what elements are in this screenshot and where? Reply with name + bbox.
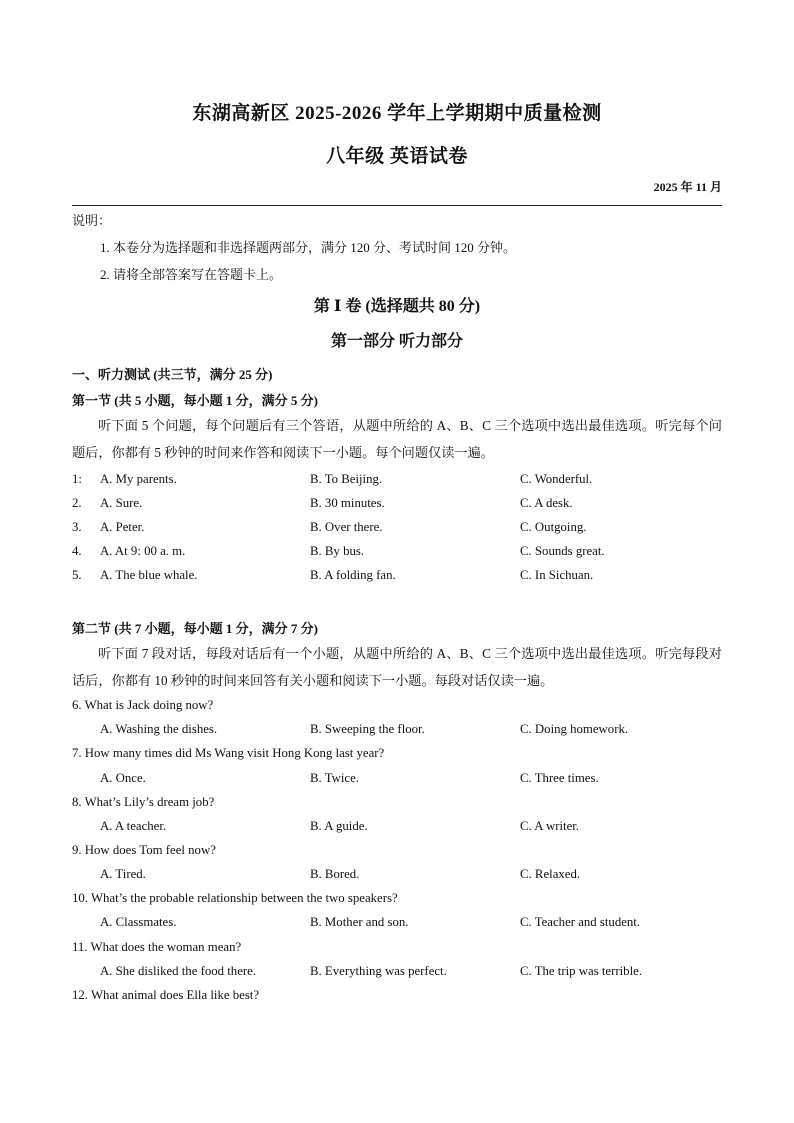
option-a: A. Peter. bbox=[100, 520, 145, 534]
question-text: 6. What is Jack doing now? bbox=[72, 698, 214, 712]
question-options bbox=[72, 964, 722, 984]
option-c: C. Teacher and student. bbox=[520, 915, 641, 929]
option-c: C. In Sichuan. bbox=[520, 568, 594, 582]
option-c: C. Relaxed. bbox=[520, 867, 581, 881]
question-text: 10. What’s the probable relationship between the two speakers? bbox=[72, 891, 398, 905]
option-a: A. Sure. bbox=[100, 496, 143, 510]
section1-instructions: 听下面 5 个问题，每个问题后有三个答语，从题中所给的 A、B、C 三个选项中选出最佳选项。听完每个问题后，你都有 5 秒钟的时间来作答和阅读下一小题。每个问题仅读一遍。 bbox=[72, 418, 722, 460]
option-a: A. Tired. bbox=[100, 867, 146, 881]
part-title: 第一部分 听力部分 bbox=[330, 333, 463, 350]
option-b: B. Mother and son. bbox=[310, 915, 409, 929]
note-item-1: 1. 本卷分为选择题和非选择题两部分，满分 120 分、考试时间 120 分钟。 bbox=[100, 240, 517, 255]
section2-instructions: 听下面 7 段对话，每段对话后有一个小题，从题中所给的 A、B、C 三个选项中选出最佳选项。听完每段对话后，你都有 10 秒钟的时间来回答有关小题和阅读下一小题。每段对话仅读一遍。 bbox=[72, 646, 722, 688]
option-b: B. Twice. bbox=[310, 771, 359, 785]
section2-heading: 第二节 (共 7 小题，每小题 1 分，满分 7 分) bbox=[72, 621, 318, 636]
option-b: B. Everything was perfect. bbox=[310, 964, 447, 978]
header-divider bbox=[72, 205, 722, 206]
question-options bbox=[72, 722, 722, 742]
question-options bbox=[72, 915, 722, 935]
option-a: A. The blue whale. bbox=[100, 568, 198, 582]
notes-label: 说明： bbox=[72, 213, 112, 228]
option-b: B. To Beijing. bbox=[310, 472, 383, 486]
question-row bbox=[72, 496, 722, 516]
question-text: 9. How does Tom feel now? bbox=[72, 843, 216, 857]
exam-subtitle: 八年级 英语试卷 bbox=[326, 146, 468, 167]
listening-heading: 一、听力测试 (共三节，满分 25 分) bbox=[72, 367, 273, 382]
volume-title: 第 Ⅰ 卷 (选择题共 80 分) bbox=[313, 298, 481, 315]
question-number: 5. bbox=[72, 568, 82, 582]
option-c: C. Sounds great. bbox=[520, 544, 605, 558]
option-c: C. Three times. bbox=[520, 771, 599, 785]
option-c: C. A desk. bbox=[520, 496, 573, 510]
option-b: B. A folding fan. bbox=[310, 568, 396, 582]
question-row bbox=[72, 520, 722, 540]
option-c: C. Outgoing. bbox=[520, 520, 587, 534]
option-a: A. Washing the dishes. bbox=[100, 722, 218, 736]
option-b: B. A guide. bbox=[310, 819, 368, 833]
question-text: 11. What does the woman mean? bbox=[72, 940, 242, 954]
question-text: 8. What’s Lily’s dream job? bbox=[72, 795, 215, 809]
question-options bbox=[72, 771, 722, 791]
question-row bbox=[72, 568, 722, 588]
option-b: B. Bored. bbox=[310, 867, 360, 881]
option-a: A. A teacher. bbox=[100, 819, 167, 833]
note-item-2: 2. 请将全部答案写在答题卡上。 bbox=[100, 267, 283, 282]
option-b: B. Over there. bbox=[310, 520, 383, 534]
option-c: C. A writer. bbox=[520, 819, 580, 833]
option-a: A. She disliked the food there. bbox=[100, 964, 257, 978]
question-number: 1: bbox=[72, 472, 82, 486]
option-b: B. By bus. bbox=[310, 544, 365, 558]
option-a: A. My parents. bbox=[100, 472, 177, 486]
question-text: 7. How many times did Ms Wang visit Hong Kong last year? bbox=[72, 746, 385, 760]
question-number: 3. bbox=[72, 520, 82, 534]
exam-date: 2025 年 11 月 bbox=[653, 180, 722, 194]
option-c: C. Wonderful. bbox=[520, 472, 593, 486]
question-options bbox=[72, 867, 722, 887]
question-row bbox=[72, 544, 722, 564]
option-a: A. Classmates. bbox=[100, 915, 177, 929]
option-b: B. 30 minutes. bbox=[310, 496, 385, 510]
question-text: 12. What animal does Ella like best? bbox=[72, 988, 260, 1002]
option-a: A. At 9: 00 a. m. bbox=[100, 544, 186, 558]
question-number: 4. bbox=[72, 544, 82, 558]
question-row bbox=[72, 472, 722, 492]
option-c: C. Doing homework. bbox=[520, 722, 629, 736]
option-a: A. Once. bbox=[100, 771, 146, 785]
exam-title: 东湖高新区 2025-2026 学年上学期期中质量检测 bbox=[192, 103, 602, 124]
question-options bbox=[72, 819, 722, 839]
option-b: B. Sweeping the floor. bbox=[310, 722, 425, 736]
section1-heading: 第一节 (共 5 小题，每小题 1 分，满分 5 分) bbox=[72, 393, 318, 408]
question-number: 2. bbox=[72, 496, 82, 510]
option-c: C. The trip was terrible. bbox=[520, 964, 643, 978]
